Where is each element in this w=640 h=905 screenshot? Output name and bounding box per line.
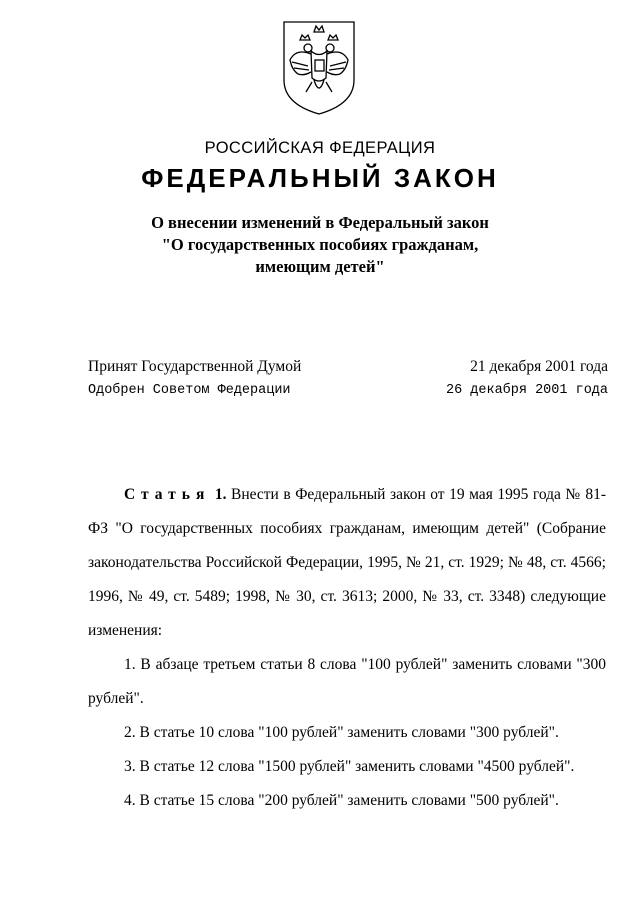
document-type: ФЕДЕРАЛЬНЫЙ ЗАКОН [141, 163, 499, 193]
law-title-line: О внесении изменений в Федеральный закон [151, 213, 489, 232]
article-number: 1. [214, 486, 227, 503]
law-title-line: имеющим детей" [255, 257, 385, 276]
coat-of-arms-emblem [278, 18, 360, 118]
amendment-item: 4. В статье 15 слова "200 рублей" заменить словами "500 рублей". [124, 792, 559, 809]
law-title [0, 212, 640, 278]
duma-adoption-label: Принят Государственной Думой [88, 358, 302, 375]
amendment-item: 1. В абзаце третьем статьи 8 слова "100 рублей" заменить словами "300 рублей". [88, 656, 606, 707]
amendment-item: 3. В статье 12 слова "1500 рублей" заменить словами "4500 рублей". [124, 758, 575, 775]
amendment-item: 2. В статье 10 слова "100 рублей" заменить словами "300 рублей". [124, 724, 559, 741]
law-title-line: "О государственных пособиях гражданам, [161, 235, 479, 254]
council-approval-label: Одобрен Советом Федерации [88, 383, 291, 398]
article-1-intro-text: Внести в Федеральный закон от 19 мая 1995 года № 81-ФЗ "О государственных пособиях гражданам, имеющим детей" (Собрание законодательства Российской Федерации, 1995, № 21, ст. 1929; № 48, ст. 4566; 1996, № 49, ст. 5489; 1998, № 30, ст. 3613; 2000, № 33, ст. 3348) следующие изменения: [88, 486, 606, 639]
duma-adoption-date: 21 декабря 2001 года [470, 358, 608, 375]
council-approval-date: 26 декабря 2001 года [445, 383, 608, 398]
article-1 [88, 478, 606, 818]
article-label: Статья [124, 486, 211, 503]
country-name: РОССИЙСКАЯ ФЕДЕРАЦИЯ [204, 139, 436, 157]
article-1-intro-paragraph [88, 478, 606, 648]
